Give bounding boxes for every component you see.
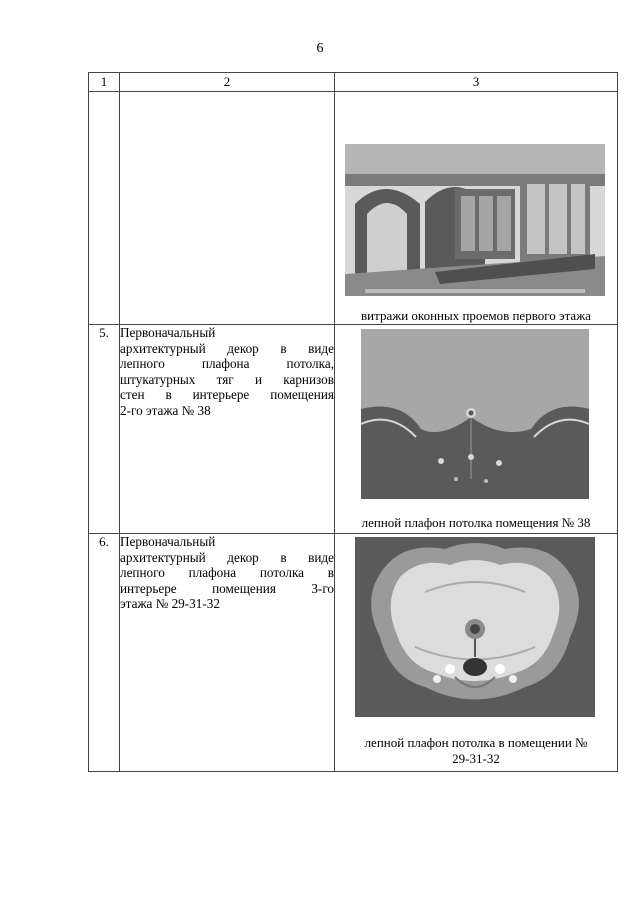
- row-description: [120, 92, 335, 325]
- header-col-2: 2: [120, 73, 335, 92]
- description-line: штукатурных тяг и карнизов: [120, 371, 334, 387]
- description-line: лепного плафона потолка в: [120, 565, 334, 581]
- row-number: 6.: [89, 534, 120, 772]
- row-image-cell: [335, 92, 618, 325]
- table-row: [89, 534, 618, 772]
- page-number: 6: [316, 41, 324, 56]
- row-description: [120, 325, 335, 534]
- ornate-ceiling-photo: [355, 537, 595, 717]
- header-col-1: 1: [89, 73, 120, 92]
- row-number: [89, 92, 120, 325]
- photo-caption: [335, 735, 617, 767]
- caption-line: 29-31-32: [452, 751, 500, 766]
- description-line: этажа № 29-31-32: [120, 596, 220, 612]
- storefront-photo: [345, 144, 605, 296]
- description-line: 2-го этажа № 38: [120, 402, 211, 418]
- ceiling-photo: [361, 329, 589, 499]
- description-line: Первоначальный: [120, 325, 216, 340]
- row-number: 5.: [89, 325, 120, 534]
- header-col-3: 3: [335, 73, 618, 92]
- row-description: [120, 534, 335, 772]
- description-line: архитектурный декор в виде: [120, 549, 334, 565]
- description-line: архитектурный декор в виде: [120, 340, 334, 356]
- row-image-cell: [335, 534, 618, 772]
- description-line: стен в интерьере помещения: [120, 387, 334, 403]
- row-image-cell: [335, 325, 618, 534]
- caption-line: лепной плафон потолка в помещении №: [364, 735, 588, 750]
- description-line: интерьере помещения 3-го: [120, 580, 334, 596]
- photo-caption: витражи оконных проемов первого этажа: [361, 308, 591, 323]
- description-line: лепного плафона потолка,: [120, 356, 334, 372]
- table-row: [89, 92, 618, 325]
- table-row: [89, 325, 618, 534]
- monument-table: [88, 72, 618, 772]
- description-line: Первоначальный: [120, 534, 216, 549]
- photo-caption: лепной плафон потолка помещения № 38: [361, 515, 591, 530]
- table-header-row: [89, 73, 618, 92]
